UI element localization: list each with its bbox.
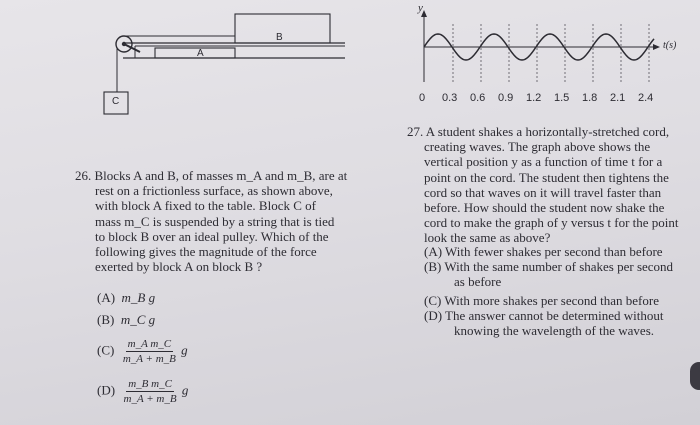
q27-line: before. How should the student now shake the [424, 200, 665, 216]
tick-label: 0.3 [442, 92, 458, 104]
q26-option-c-fraction: $\frac{\text{m\_A m\_C}}{m\_A + m\_B}$ [122, 338, 176, 365]
q27-option-a[interactable]: (A) With fewer shakes per second than before [424, 244, 663, 259]
q26-option-c[interactable]: (C) $\frac{\text{m\_A m\_C}}{m\_A + m\_B}$ g [97, 338, 188, 365]
q27-option-b-cont: as before [454, 274, 502, 290]
q27-number: 27. [407, 124, 424, 139]
q26-number: 26. [75, 168, 92, 183]
q26-line: Blocks A and B, of masses m_A and m_B, are at [94, 168, 348, 183]
tick-label: 0 [419, 92, 426, 104]
q27-stem [407, 124, 679, 246]
q27-line: look the same as above? [424, 230, 551, 246]
block-b-label: B [276, 32, 283, 43]
q26-line: exerted by block A on block B ? [95, 259, 263, 275]
tick-label: 1.2 [526, 92, 542, 104]
tick-label: 1.5 [554, 92, 570, 104]
tick-label: 0.6 [470, 92, 486, 104]
q27-option-d[interactable]: (D) The answer cannot be determined without [424, 307, 664, 323]
tick-label: 2.4 [638, 92, 654, 104]
q26-line: following gives the magnitude of the force [95, 244, 317, 260]
block-a [155, 48, 235, 58]
q27-line: cord so that waves on it will travel faster than [424, 184, 662, 200]
q27-line: creating waves. The graph above shows the [424, 139, 651, 155]
q27-option-d-cont: knowing the wavelength of the waves. [454, 323, 655, 339]
q26-option-d-fraction: $\frac{\text{m\_B m\_C}}{m\_A + m\_B}$ [123, 378, 177, 405]
finger-shadow [690, 362, 700, 390]
block-c-label: C [112, 96, 120, 107]
q26-option-d[interactable]: (D) $\frac{\text{m\_B m\_C}}{m\_A + m\_B}$ g [97, 378, 189, 405]
tick-label: 1.8 [582, 92, 598, 104]
q26-stem [75, 168, 347, 274]
q27-line: A student shakes a horizontally-stretched cord, [425, 124, 670, 139]
blocks-pulley-diagram [95, 10, 355, 125]
q26-option-b-text: m_C g [120, 312, 156, 327]
q27-option-b[interactable]: (B) With the same number of shakes per second [424, 259, 674, 275]
pulley-icon [116, 36, 140, 52]
q26-option-a[interactable]: (A) m_B g [97, 290, 156, 305]
q27-line: vertical position y as a function of time t for a [424, 154, 663, 170]
q27-line: cord to make the graph of y versus t for the point [424, 215, 679, 231]
tick-label: 2.1 [610, 92, 626, 104]
q26-line: rest on a frictionless surface, as shown above, [95, 183, 333, 199]
q27-option-c[interactable]: (C) With more shakes per second than before [424, 292, 659, 308]
q26-line: mass m_C is suspended by a string that is tied [95, 213, 335, 229]
q26-line: with block A fixed to the table. Block C of [95, 198, 316, 214]
wave-graph [410, 0, 690, 100]
block-a-label: A [197, 48, 204, 59]
graph-x-label: t(s) [663, 40, 677, 51]
q26-line: to block B over an ideal pulley. Which of the [95, 228, 329, 244]
q27-options [424, 244, 673, 338]
q26-option-a-text: m_B g [121, 290, 156, 305]
graph-y-label: y [418, 2, 423, 14]
graph-tick-labels [418, 92, 668, 108]
tick-label: 0.9 [498, 92, 514, 104]
q26-option-b[interactable]: (B) m_C g [97, 312, 156, 327]
q27-line: point on the cord. The student then tightens the [424, 169, 669, 185]
